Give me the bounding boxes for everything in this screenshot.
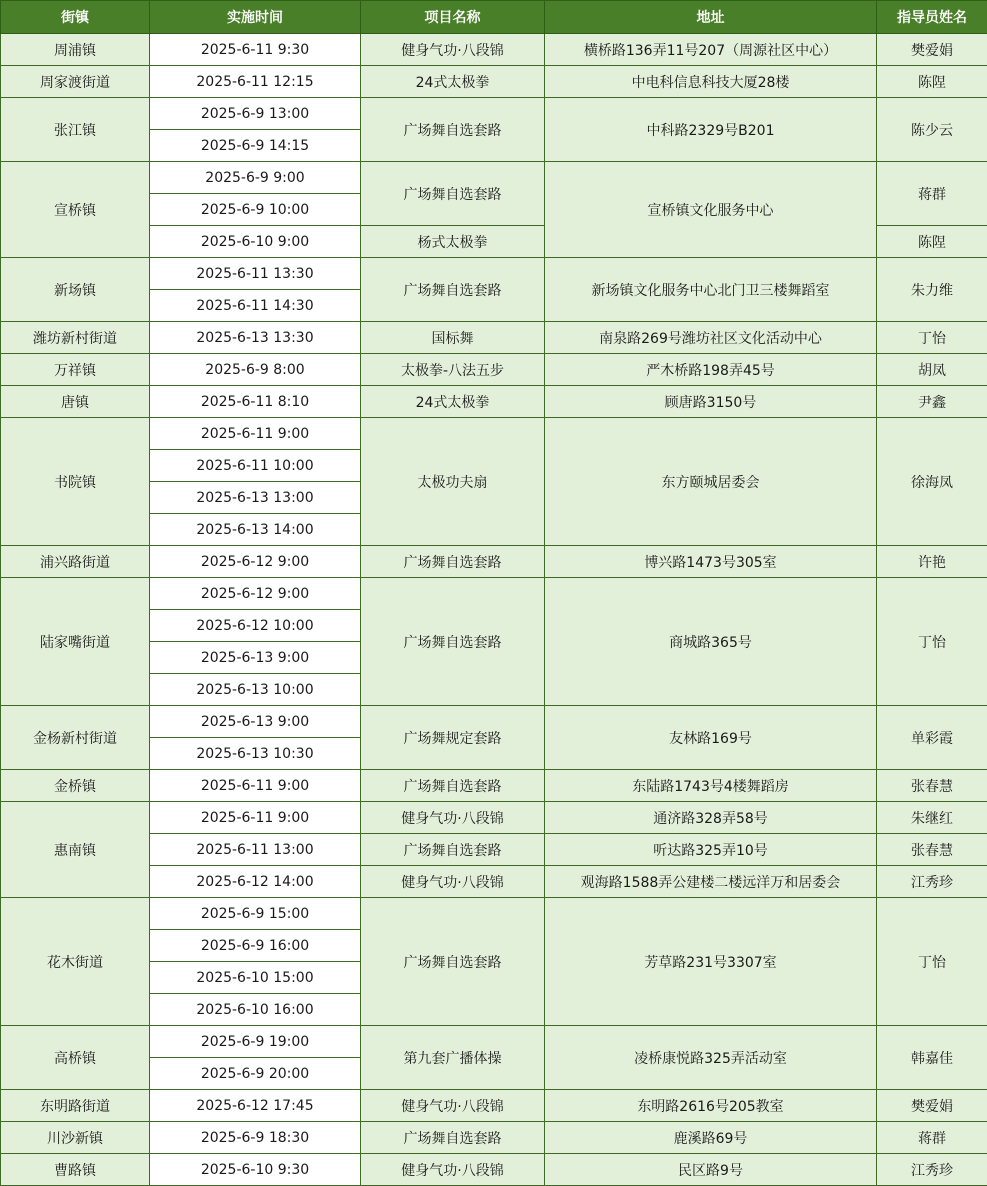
cell-time: 2025-6-13 13:30 bbox=[150, 322, 361, 354]
header-address: 地址 bbox=[545, 1, 877, 34]
header-time: 实施时间 bbox=[150, 1, 361, 34]
cell-project: 健身气功·八段锦 bbox=[361, 1090, 545, 1122]
cell-time: 2025-6-11 13:30 bbox=[150, 258, 361, 290]
cell-town: 浦兴路街道 bbox=[1, 546, 150, 578]
cell-time: 2025-6-11 13:00 bbox=[150, 834, 361, 866]
cell-instructor: 蒋群 bbox=[877, 1122, 987, 1154]
cell-instructor: 陈陧 bbox=[877, 226, 987, 258]
header-project: 项目名称 bbox=[361, 1, 545, 34]
cell-town: 曹路镇 bbox=[1, 1154, 150, 1186]
cell-time: 2025-6-13 13:00 bbox=[150, 482, 361, 514]
cell-instructor: 许艳 bbox=[877, 546, 987, 578]
cell-town: 潍坊新村街道 bbox=[1, 322, 150, 354]
cell-project: 广场舞自选套路 bbox=[361, 258, 545, 322]
header-instructor: 指导员姓名 bbox=[877, 1, 987, 34]
cell-town: 周浦镇 bbox=[1, 34, 150, 66]
cell-address: 商城路365号 bbox=[545, 578, 877, 706]
cell-time: 2025-6-9 15:00 bbox=[150, 898, 361, 930]
table-row bbox=[1, 322, 987, 354]
cell-address: 南泉路269号潍坊社区文化活动中心 bbox=[545, 322, 877, 354]
cell-time: 2025-6-9 13:00 bbox=[150, 98, 361, 130]
cell-town: 川沙新镇 bbox=[1, 1122, 150, 1154]
table-row bbox=[1, 898, 987, 930]
cell-instructor: 丁怡 bbox=[877, 898, 987, 1026]
cell-town: 万祥镇 bbox=[1, 354, 150, 386]
cell-town: 书院镇 bbox=[1, 418, 150, 546]
cell-town: 东明路街道 bbox=[1, 1090, 150, 1122]
cell-address: 东明路2616号205教室 bbox=[545, 1090, 877, 1122]
table-row bbox=[1, 1154, 987, 1186]
cell-instructor: 张春慧 bbox=[877, 834, 987, 866]
cell-address: 博兴路1473号305室 bbox=[545, 546, 877, 578]
cell-town: 新场镇 bbox=[1, 258, 150, 322]
cell-time: 2025-6-12 17:45 bbox=[150, 1090, 361, 1122]
cell-instructor: 张春慧 bbox=[877, 770, 987, 802]
table-row bbox=[1, 546, 987, 578]
cell-address: 芳草路231号3307室 bbox=[545, 898, 877, 1026]
cell-time: 2025-6-9 19:00 bbox=[150, 1026, 361, 1058]
cell-project: 广场舞自选套路 bbox=[361, 1122, 545, 1154]
cell-instructor: 胡凤 bbox=[877, 354, 987, 386]
cell-time: 2025-6-13 10:30 bbox=[150, 738, 361, 770]
cell-instructor: 丁怡 bbox=[877, 578, 987, 706]
cell-instructor: 江秀珍 bbox=[877, 866, 987, 898]
cell-town: 花木街道 bbox=[1, 898, 150, 1026]
cell-instructor: 朱继红 bbox=[877, 802, 987, 834]
cell-project: 第九套广播体操 bbox=[361, 1026, 545, 1090]
cell-time: 2025-6-9 10:00 bbox=[150, 194, 361, 226]
cell-address: 观海路1588弄公建楼二楼远洋万和居委会 bbox=[545, 866, 877, 898]
cell-time: 2025-6-9 16:00 bbox=[150, 930, 361, 962]
cell-time: 2025-6-13 10:00 bbox=[150, 674, 361, 706]
cell-time: 2025-6-9 20:00 bbox=[150, 1058, 361, 1090]
table-row bbox=[1, 354, 987, 386]
cell-address: 横桥路136弄11号207（周源社区中心） bbox=[545, 34, 877, 66]
cell-address: 民区路9号 bbox=[545, 1154, 877, 1186]
table-row bbox=[1, 162, 987, 194]
cell-time: 2025-6-11 10:00 bbox=[150, 450, 361, 482]
cell-time: 2025-6-13 9:00 bbox=[150, 642, 361, 674]
table-row bbox=[1, 770, 987, 802]
cell-address: 顾唐路3150号 bbox=[545, 386, 877, 418]
cell-project: 广场舞自选套路 bbox=[361, 770, 545, 802]
cell-project: 健身气功·八段锦 bbox=[361, 802, 545, 834]
cell-time: 2025-6-11 9:00 bbox=[150, 418, 361, 450]
cell-town: 惠南镇 bbox=[1, 802, 150, 898]
cell-time: 2025-6-10 15:00 bbox=[150, 962, 361, 994]
cell-instructor: 陈少云 bbox=[877, 98, 987, 162]
cell-time: 2025-6-10 9:00 bbox=[150, 226, 361, 258]
cell-address: 中科路2329号B201 bbox=[545, 98, 877, 162]
cell-instructor: 徐海凤 bbox=[877, 418, 987, 546]
cell-address: 友林路169号 bbox=[545, 706, 877, 770]
cell-project: 广场舞自选套路 bbox=[361, 98, 545, 162]
table-row bbox=[1, 386, 987, 418]
table-row bbox=[1, 706, 987, 738]
table-row bbox=[1, 1122, 987, 1154]
cell-time: 2025-6-13 9:00 bbox=[150, 706, 361, 738]
cell-instructor: 陈陧 bbox=[877, 66, 987, 98]
cell-time: 2025-6-11 12:15 bbox=[150, 66, 361, 98]
cell-town: 金杨新村街道 bbox=[1, 706, 150, 770]
cell-town: 张江镇 bbox=[1, 98, 150, 162]
cell-time: 2025-6-11 14:30 bbox=[150, 290, 361, 322]
cell-instructor: 单彩霞 bbox=[877, 706, 987, 770]
cell-time: 2025-6-13 14:00 bbox=[150, 514, 361, 546]
header-town: 街镇 bbox=[1, 1, 150, 34]
cell-project: 广场舞自选套路 bbox=[361, 834, 545, 866]
cell-town: 高桥镇 bbox=[1, 1026, 150, 1090]
cell-time: 2025-6-12 10:00 bbox=[150, 610, 361, 642]
cell-address: 鹿溪路69号 bbox=[545, 1122, 877, 1154]
cell-time: 2025-6-12 9:00 bbox=[150, 578, 361, 610]
table-row bbox=[1, 98, 987, 130]
cell-project: 广场舞自选套路 bbox=[361, 898, 545, 1026]
table-row bbox=[1, 66, 987, 98]
cell-instructor: 樊爱娟 bbox=[877, 1090, 987, 1122]
table-row bbox=[1, 802, 987, 834]
cell-address: 东陆路1743号4楼舞蹈房 bbox=[545, 770, 877, 802]
cell-town: 陆家嘴街道 bbox=[1, 578, 150, 706]
cell-address: 中电科信息科技大厦28楼 bbox=[545, 66, 877, 98]
cell-project: 健身气功·八段锦 bbox=[361, 34, 545, 66]
cell-time: 2025-6-11 9:00 bbox=[150, 770, 361, 802]
table-row bbox=[1, 418, 987, 450]
cell-address: 通济路328弄58号 bbox=[545, 802, 877, 834]
cell-project: 健身气功·八段锦 bbox=[361, 1154, 545, 1186]
cell-project: 广场舞自选套路 bbox=[361, 546, 545, 578]
cell-time: 2025-6-9 8:00 bbox=[150, 354, 361, 386]
cell-project: 健身气功·八段锦 bbox=[361, 866, 545, 898]
cell-address: 凌桥康悦路325弄活动室 bbox=[545, 1026, 877, 1090]
cell-address: 听达路325弄10号 bbox=[545, 834, 877, 866]
cell-instructor: 尹鑫 bbox=[877, 386, 987, 418]
cell-address: 严木桥路198弄45号 bbox=[545, 354, 877, 386]
cell-time: 2025-6-12 9:00 bbox=[150, 546, 361, 578]
cell-project: 广场舞自选套路 bbox=[361, 578, 545, 706]
cell-time: 2025-6-10 9:30 bbox=[150, 1154, 361, 1186]
cell-time: 2025-6-9 18:30 bbox=[150, 1122, 361, 1154]
cell-address: 东方颐城居委会 bbox=[545, 418, 877, 546]
cell-project: 广场舞规定套路 bbox=[361, 706, 545, 770]
cell-time: 2025-6-9 14:15 bbox=[150, 130, 361, 162]
cell-instructor: 樊爱娟 bbox=[877, 34, 987, 66]
table-row bbox=[1, 1090, 987, 1122]
cell-time: 2025-6-11 8:10 bbox=[150, 386, 361, 418]
cell-instructor: 蒋群 bbox=[877, 162, 987, 226]
cell-instructor: 丁怡 bbox=[877, 322, 987, 354]
table-row bbox=[1, 1026, 987, 1058]
cell-time: 2025-6-9 9:00 bbox=[150, 162, 361, 194]
cell-project: 24式太极拳 bbox=[361, 386, 545, 418]
cell-instructor: 朱力维 bbox=[877, 258, 987, 322]
table-row bbox=[1, 34, 987, 66]
table-body bbox=[1, 34, 987, 1186]
cell-address: 宣桥镇文化服务中心 bbox=[545, 162, 877, 258]
cell-time: 2025-6-11 9:00 bbox=[150, 802, 361, 834]
cell-town: 金桥镇 bbox=[1, 770, 150, 802]
cell-town: 唐镇 bbox=[1, 386, 150, 418]
cell-project: 广场舞自选套路 bbox=[361, 162, 545, 226]
cell-project: 太极功夫扇 bbox=[361, 418, 545, 546]
cell-town: 宣桥镇 bbox=[1, 162, 150, 258]
cell-instructor: 江秀珍 bbox=[877, 1154, 987, 1186]
header-row bbox=[1, 1, 987, 34]
table-row bbox=[1, 258, 987, 290]
cell-town: 周家渡街道 bbox=[1, 66, 150, 98]
cell-time: 2025-6-12 14:00 bbox=[150, 866, 361, 898]
cell-time: 2025-6-11 9:30 bbox=[150, 34, 361, 66]
cell-address: 新场镇文化服务中心北门卫三楼舞蹈室 bbox=[545, 258, 877, 322]
table-row bbox=[1, 578, 987, 610]
cell-project: 24式太极拳 bbox=[361, 66, 545, 98]
cell-time: 2025-6-10 16:00 bbox=[150, 994, 361, 1026]
cell-project: 太极拳-八法五步 bbox=[361, 354, 545, 386]
cell-project: 杨式太极拳 bbox=[361, 226, 545, 258]
cell-instructor: 韩嘉佳 bbox=[877, 1026, 987, 1090]
cell-project: 国标舞 bbox=[361, 322, 545, 354]
